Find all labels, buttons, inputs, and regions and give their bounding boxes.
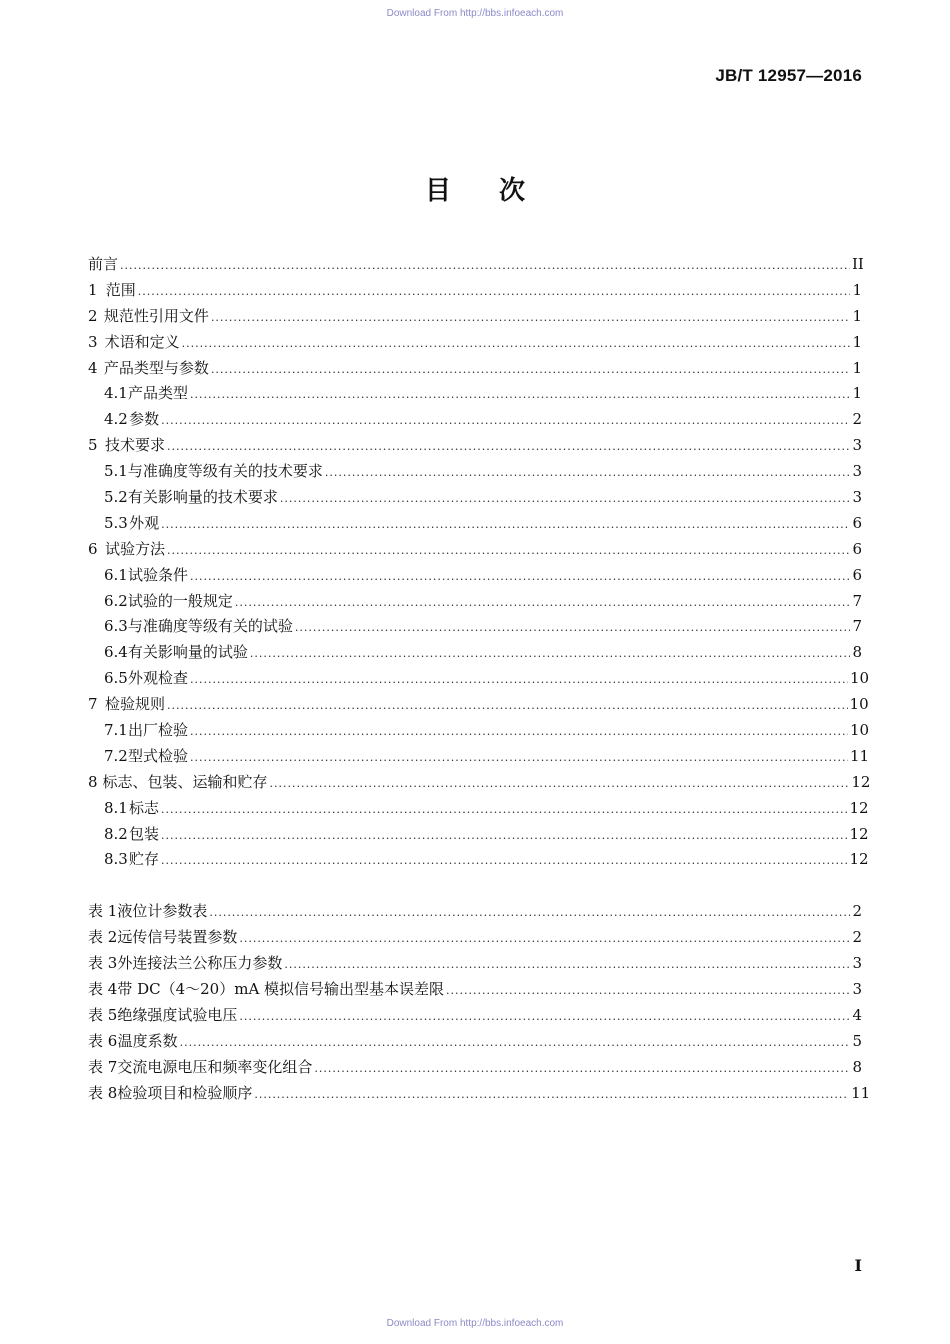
entry-title: 产品类型与参数 — [103, 358, 209, 377]
entry-page-number: 12 — [849, 850, 869, 869]
toc-section-entry[interactable] — [88, 356, 862, 382]
entry-number: 表 6 — [88, 1031, 118, 1050]
entry-page-number: 3 — [852, 488, 862, 507]
entry-number: 5.1 — [104, 462, 128, 481]
entry-page-number: 3 — [852, 436, 862, 455]
entry-page-number: 10 — [849, 695, 869, 714]
toc-subsection-entry[interactable] — [88, 589, 862, 615]
entry-title: 远传信号装置参数 — [117, 928, 238, 947]
dot-leader — [161, 512, 850, 538]
toc-section-entry[interactable] — [88, 304, 862, 330]
dot-leader — [209, 900, 850, 926]
toc-table-entry[interactable] — [88, 951, 862, 977]
dot-leader — [190, 719, 848, 745]
dot-leader — [254, 1082, 849, 1108]
toc-table-entry[interactable] — [88, 1055, 862, 1081]
entry-title: 范围 — [105, 280, 136, 299]
entry-title: 前言 — [88, 255, 119, 273]
dot-leader — [167, 434, 850, 460]
toc-subsection-entry[interactable] — [88, 485, 862, 511]
entry-number: 4 — [88, 358, 98, 377]
entry-page-number: 3 — [852, 954, 862, 973]
entry-title: 贮存 — [129, 850, 160, 869]
entry-title: 交流电源电压和频率变化组合 — [117, 1057, 313, 1076]
entry-page-number: 12 — [849, 824, 869, 843]
toc-section-entry[interactable] — [88, 278, 862, 304]
dot-leader — [239, 1004, 850, 1030]
entry-number: 表 5 — [88, 1005, 118, 1024]
toc-section-entry[interactable] — [88, 770, 871, 796]
entry-number: 8.3 — [104, 850, 128, 869]
dot-leader — [250, 641, 850, 667]
dot-leader — [211, 357, 850, 383]
entry-number: 表 3 — [88, 954, 118, 973]
entry-number: 表 1 — [88, 902, 118, 921]
entry-page-number: 1 — [852, 358, 862, 377]
dot-leader — [167, 693, 848, 719]
dot-leader — [190, 667, 848, 693]
entry-page-number: 10 — [849, 669, 870, 688]
entry-number: 表 4 — [88, 980, 118, 999]
entry-number: 7.2 — [104, 746, 128, 765]
entry-number: 6 — [88, 539, 98, 558]
toc-subsection-entry[interactable] — [88, 511, 862, 537]
page-number: I — [854, 1256, 862, 1275]
entry-title: 带 DC（4～20）mA 模拟信号输出型基本误差限 — [117, 980, 445, 999]
dot-leader — [280, 486, 850, 512]
entry-title: 外观 — [129, 513, 160, 532]
entry-page-number: 3 — [852, 980, 862, 999]
entry-page-number: 11 — [849, 746, 870, 765]
entry-page-number: II — [852, 255, 864, 273]
toc-subsection-entry[interactable] — [88, 822, 869, 848]
entry-number: 8 — [88, 772, 98, 791]
entry-page-number: 8 — [852, 1057, 862, 1076]
entry-page-number: 1 — [852, 306, 862, 325]
entry-title: 温度系数 — [117, 1031, 178, 1050]
entry-title: 标志 — [129, 798, 160, 817]
entry-page-number: 1 — [852, 332, 862, 351]
entry-page-number: 7 — [852, 617, 862, 636]
toc-subsection-entry[interactable] — [88, 847, 869, 873]
dot-leader — [161, 823, 847, 849]
toc-table-entry[interactable] — [88, 1081, 871, 1107]
entry-number: 表 7 — [88, 1057, 118, 1076]
toc-section-entry[interactable] — [88, 433, 862, 459]
entry-page-number: 2 — [852, 902, 862, 921]
dot-leader — [182, 331, 850, 357]
entry-title: 试验条件 — [128, 565, 189, 584]
dot-leader — [138, 279, 850, 305]
entry-page-number: 12 — [851, 772, 871, 791]
entry-number: 7.1 — [104, 721, 128, 740]
entry-number: 5 — [88, 436, 98, 455]
toc-section-entry[interactable] — [88, 692, 869, 718]
entry-page-number: 2 — [852, 410, 862, 429]
toc-table-entry[interactable] — [88, 977, 862, 1003]
entry-number: 6.3 — [104, 617, 128, 636]
entry-title: 标志、包装、运输和贮存 — [102, 772, 268, 791]
entry-number: 6.1 — [104, 565, 128, 584]
dot-leader — [211, 305, 850, 331]
entry-page-number: 2 — [852, 928, 862, 947]
entry-title: 有关影响量的试验 — [127, 643, 248, 662]
toc-subsection-entry[interactable] — [88, 407, 862, 433]
document-code: JB/T 12957—2016 — [715, 66, 862, 85]
dot-leader — [239, 926, 850, 952]
entry-page-number: 1 — [852, 280, 862, 299]
entry-title: 绝缘强度试验电压 — [117, 1005, 238, 1024]
toc-table-entry[interactable] — [88, 1003, 862, 1029]
entry-number: 6.5 — [104, 669, 128, 688]
dot-leader — [190, 564, 850, 590]
dot-leader — [167, 538, 850, 564]
dot-leader — [284, 952, 850, 978]
entry-title: 包装 — [129, 824, 160, 843]
dot-leader — [269, 771, 849, 797]
entry-page-number: 6 — [852, 513, 862, 532]
entry-title: 规范性引用文件 — [103, 306, 209, 325]
entry-number: 4.1 — [104, 384, 128, 403]
entry-number: 表 2 — [88, 928, 118, 947]
entry-title: 型式检验 — [127, 746, 188, 765]
entry-title: 参数 — [129, 410, 160, 429]
entry-number: 5.3 — [104, 513, 128, 532]
entry-title: 技术要求 — [105, 436, 166, 455]
toc-subsection-entry[interactable] — [88, 381, 862, 407]
toc-subsection-entry[interactable] — [88, 459, 862, 485]
entry-number: 6.4 — [104, 643, 128, 662]
entry-page-number: 5 — [852, 1031, 862, 1050]
entry-title: 试验的一般规定 — [127, 591, 233, 610]
entry-page-number: 8 — [852, 643, 862, 662]
toc-subsection-entry[interactable] — [88, 796, 869, 822]
entry-number: 1 — [88, 280, 98, 299]
entry-title: 出厂检验 — [127, 721, 188, 740]
entry-title: 术语和定义 — [104, 332, 180, 351]
entry-title: 液位计参数表 — [117, 902, 208, 921]
entry-title: 与准确度等级有关的技术要求 — [127, 462, 323, 481]
entry-page-number: 1 — [852, 384, 862, 403]
entry-number: 7 — [88, 695, 98, 714]
toc-table-entry[interactable] — [88, 899, 862, 925]
toc-subsection-entry[interactable] — [88, 718, 870, 744]
watermark-bottom: Download From http://bbs.infoeach.com — [386, 1318, 564, 1329]
entry-page-number: 12 — [849, 798, 869, 817]
toc-subsection-entry[interactable] — [88, 640, 862, 666]
dot-leader — [314, 1056, 850, 1082]
toc-table-entry[interactable] — [88, 1029, 862, 1055]
toc-subsection-entry[interactable] — [88, 666, 870, 692]
entry-number: 3 — [88, 332, 98, 351]
dot-leader — [295, 615, 850, 641]
toc-section-entry[interactable] — [88, 537, 862, 563]
entry-page-number: 11 — [851, 1083, 871, 1102]
toc-subsection-entry[interactable] — [88, 744, 870, 770]
dot-leader — [190, 745, 848, 771]
entry-number: 表 8 — [88, 1083, 118, 1102]
toc-subsection-entry[interactable] — [88, 563, 862, 589]
entry-page-number: 3 — [852, 462, 862, 481]
entry-title: 检验规则 — [104, 695, 165, 714]
dot-leader — [235, 590, 850, 616]
entry-page-number: 7 — [852, 591, 862, 610]
entry-number: 4.2 — [104, 410, 128, 429]
toc-section-entry[interactable] — [88, 252, 862, 278]
entry-number: 8.1 — [104, 798, 128, 817]
entry-title: 外观检查 — [127, 669, 188, 688]
watermark-top: Download From http://bbs.infoeach.com — [386, 8, 564, 19]
entry-number: 5.2 — [104, 488, 128, 507]
dot-leader — [120, 253, 850, 279]
entry-title: 产品类型 — [128, 384, 189, 403]
dot-leader — [325, 460, 850, 486]
dot-leader — [161, 797, 847, 823]
toc-subsection-entry[interactable] — [88, 614, 862, 640]
dot-leader — [190, 382, 850, 408]
entry-title: 外连接法兰公称压力参数 — [117, 954, 283, 973]
dot-leader — [446, 978, 850, 1004]
entry-title: 有关影响量的技术要求 — [127, 488, 278, 507]
entry-title: 与准确度等级有关的试验 — [127, 617, 293, 636]
toc-section-entry[interactable] — [88, 330, 862, 356]
table-of-contents — [88, 252, 871, 1107]
dot-leader — [161, 848, 847, 874]
entry-title: 试验方法 — [105, 539, 166, 558]
dot-leader — [161, 408, 850, 434]
entry-title: 检验项目和检验顺序 — [117, 1083, 253, 1102]
entry-page-number: 10 — [849, 721, 870, 740]
entry-number: 2 — [88, 306, 98, 325]
page-title: 目次 — [424, 176, 573, 206]
dot-leader — [180, 1030, 850, 1056]
toc-table-entry[interactable] — [88, 925, 862, 951]
entry-page-number: 6 — [852, 565, 862, 584]
entry-number: 8.2 — [104, 824, 128, 843]
entry-number: 6.2 — [104, 591, 128, 610]
entry-page-number: 6 — [852, 539, 862, 558]
entry-page-number: 4 — [852, 1005, 862, 1024]
